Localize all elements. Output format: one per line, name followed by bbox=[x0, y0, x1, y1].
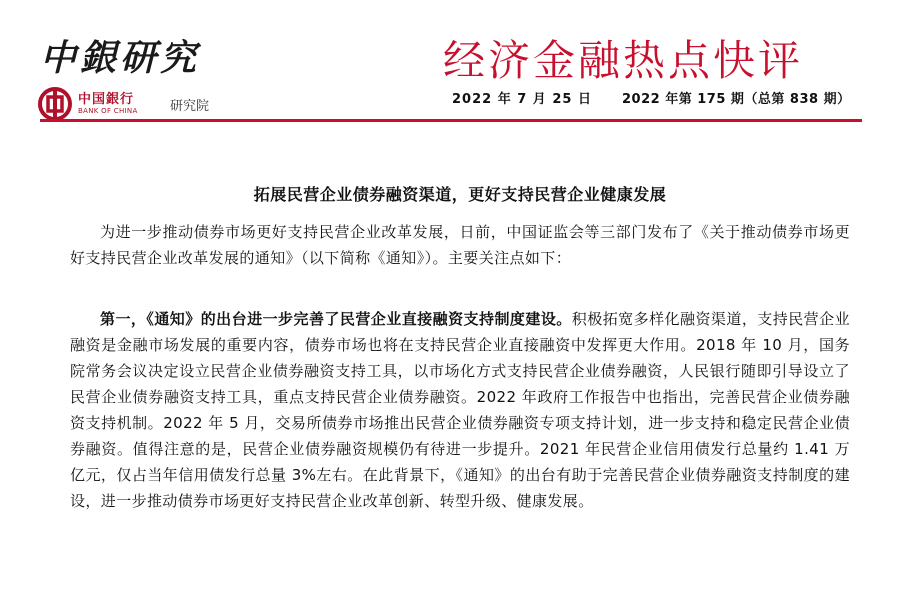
paragraph-first-point bbox=[70, 306, 850, 514]
bank-of-china-logo-icon bbox=[38, 87, 72, 121]
header-divider bbox=[40, 119, 862, 122]
bank-name-chinese: 中国銀行 bbox=[78, 92, 135, 107]
issue-date: 2022 年 7 月 25 日 bbox=[452, 92, 592, 107]
institute-label: 研究院 bbox=[170, 99, 210, 114]
article-title: 拓展民营企业债券融资渠道，更好支持民营企业健康发展 bbox=[253, 185, 667, 204]
paragraph-body-text: 积极拓宽多样化融资渠道，支持民营企业融资是金融市场发展的重要内容，债券市场也将在支持民营企业直接融资中发挥更大作用。2018 年 10 月，国务院常务会议决定设立民营企业债券融资支持工具，以市场化方式支持民营企业债券融资，人民银行随即引导设立了民营企业债券融资支持工具，重点支持民营企业债券融资。2022 年政府工作报告中也指出，完善民营企业债券融资支持机制。2022 年 5 月，交易所债券市场推出民营企业债券融资专项支持计划，进一步支持和稳定民营企业债券融资。值得注意的是，民营企业债券融资规模仍有待进一步提升。2021 年民营企业信用债发行总量约 1.41 万亿元，仅占当年信用债发行总量 3%左右。在此背景下，《通知》的出台有助于完善民营企业债券融资支持制度的建设，进一步推动债券市场更好支持民营企业改革创新、转型升级、健康发展。 bbox=[70, 310, 851, 510]
report-series-title: 经济金融热点快评 bbox=[443, 36, 804, 85]
paragraph-intro: 为进一步推动债券市场更好支持民营企业改革发展，日前，中国证监会等三部门发布了《关于推动债券市场更好支持民营企业改革发展的通知》（以下简称《通知》）。主要关注点如下： bbox=[70, 223, 850, 267]
issue-number: 2022 年第 175 期（总第 838 期） bbox=[622, 92, 851, 107]
report-header bbox=[0, 0, 900, 125]
paragraph-lead-sentence: 第一，《通知》的出台进一步完善了民营企业直接融资支持制度建设。 bbox=[100, 310, 572, 328]
bank-name-english: BANK OF CHINA bbox=[78, 107, 138, 115]
brand-calligraphy-logo: 中銀研究 bbox=[40, 37, 201, 79]
